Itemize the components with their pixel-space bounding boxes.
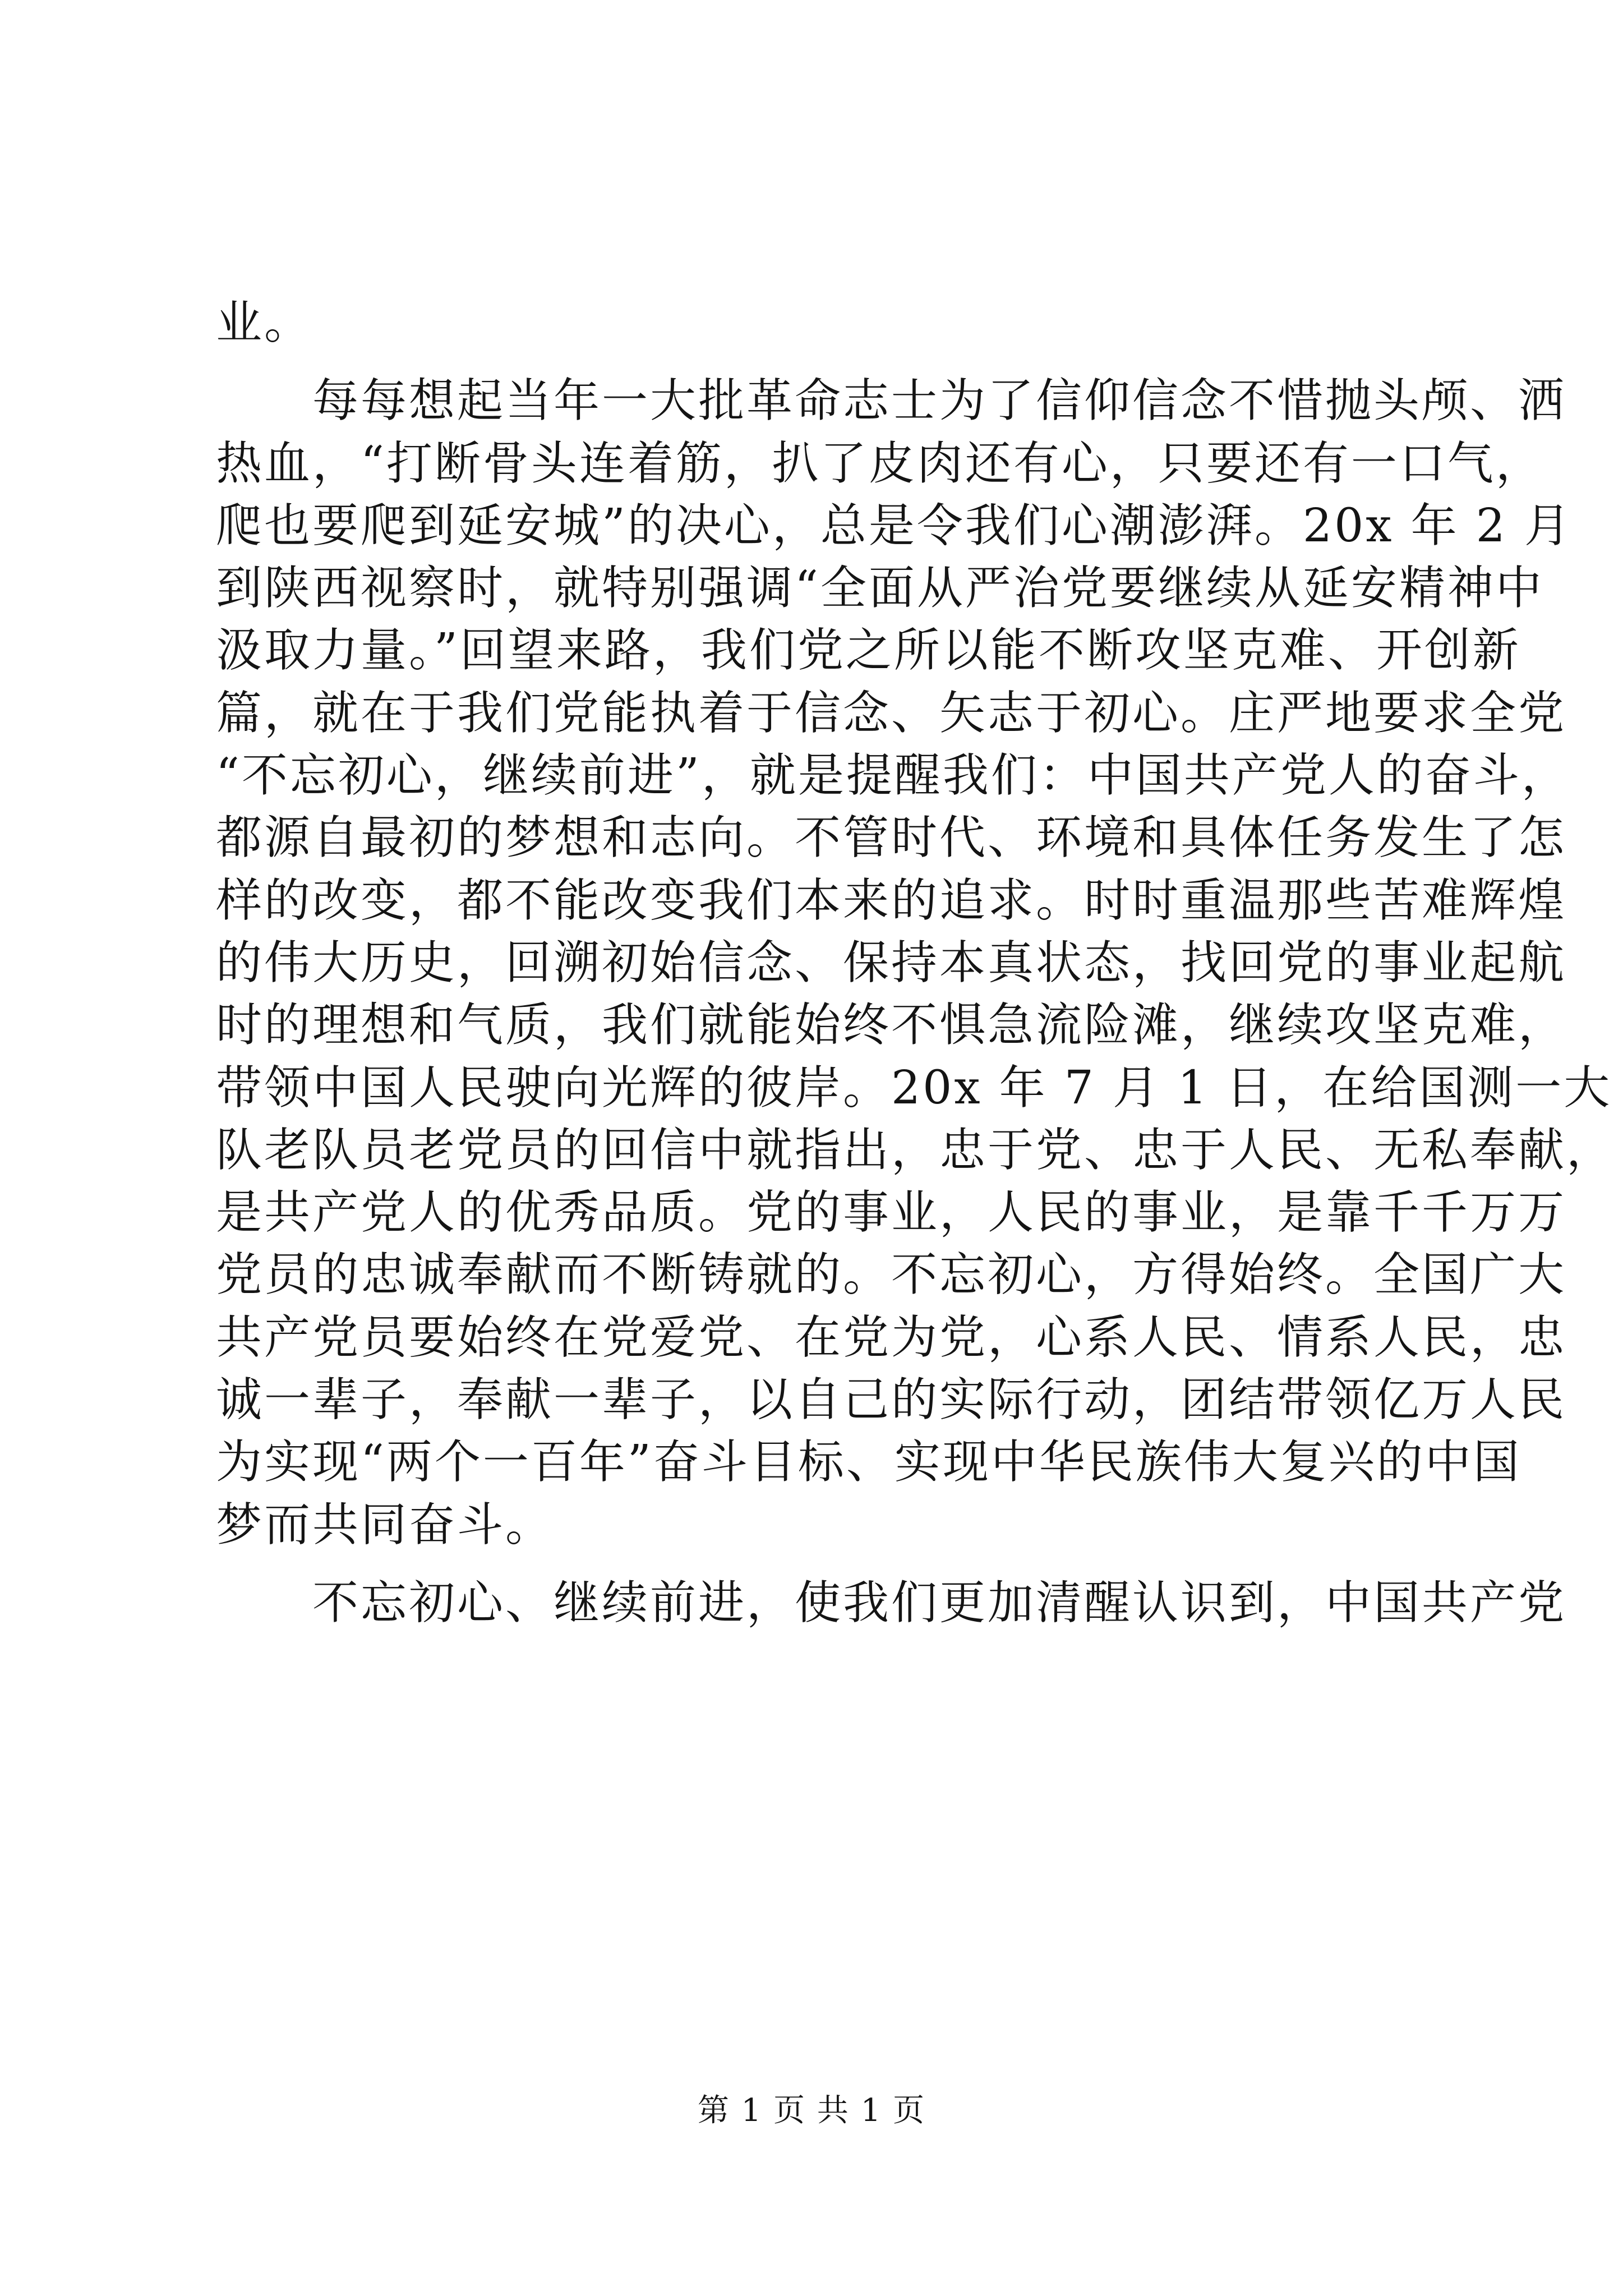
- text-line: 热血，“打断骨头连着筋，扒了皮肉还有心，只要还有一口气，: [216, 436, 1544, 490]
- text-line: 样的改变，都不能改变我们本来的追求。时时重温那些苦难辉煌: [216, 873, 1567, 927]
- text-line: 为实现“两个一百年”奋斗目标、实现中华民族伟大复兴的中国: [216, 1435, 1521, 1489]
- paragraph-gap: [216, 1556, 1405, 1572]
- text-line: 篇，就在于我们党能执着于信念、矢志于初心。庄严地要求全党: [216, 686, 1567, 740]
- text-line: 不忘初心、继续前进，使我们更加清醒认识到，中国共产党: [312, 1576, 1567, 1630]
- text-line: 诚一辈子，奉献一辈子，以自己的实际行动，团结带领亿万人民: [216, 1373, 1567, 1427]
- text-line: 时的理想和气质，我们就能始终不惧急流险滩，继续攻坚克难，: [216, 999, 1567, 1052]
- text-line: 党员的忠诚奉献而不断铸就的。不忘初心，方得始终。全国广大: [216, 1248, 1567, 1302]
- text-line: 汲取力量。”回望来路，我们党之所以能不断攻坚克难、开创新: [216, 624, 1521, 678]
- text-line: 到陕西视察时，就特别强调“全面从严治党要继续从延安精神中: [216, 562, 1544, 615]
- text-line: 带领中国人民驶向光辉的彼岸。20x 年 7 月 1 日，在给国测一大: [216, 1061, 1612, 1115]
- text-line: 爬也要爬到延安城”的决心，总是令我们心潮澎湃。20x 年 2 月: [216, 499, 1573, 553]
- text-line: 业。: [216, 296, 313, 349]
- text-line: “不忘初心，继续前进”，就是提醒我们：中国共产党人的奋斗，: [216, 749, 1570, 803]
- page-footer: 第 1 页 共 1 页: [697, 2092, 926, 2129]
- document-body: [216, 292, 1615, 1634]
- text-line: 梦而共同奋斗。: [216, 1498, 554, 1552]
- text-line: 每每想起当年一大批革命志士为了信仰信念不惜抛头颅、洒: [312, 374, 1567, 428]
- text-line: 的伟大历史，回溯初始信念、保持本真状态，找回党的事业起航: [216, 936, 1567, 990]
- text-line: 队老队员老党员的回信中就指出，忠于党、忠于人民、无私奉献，: [216, 1123, 1615, 1177]
- text-line: 都源自最初的梦想和志向。不管时代、环境和具体任务发生了怎: [216, 811, 1567, 865]
- paragraph-gap: [216, 354, 1405, 370]
- text-line: 是共产党人的优秀品质。党的事业，人民的事业，是靠千千万万: [216, 1186, 1567, 1240]
- text-line: 共产党员要始终在党爱党、在党为党，心系人民、情系人民，忠: [216, 1310, 1567, 1364]
